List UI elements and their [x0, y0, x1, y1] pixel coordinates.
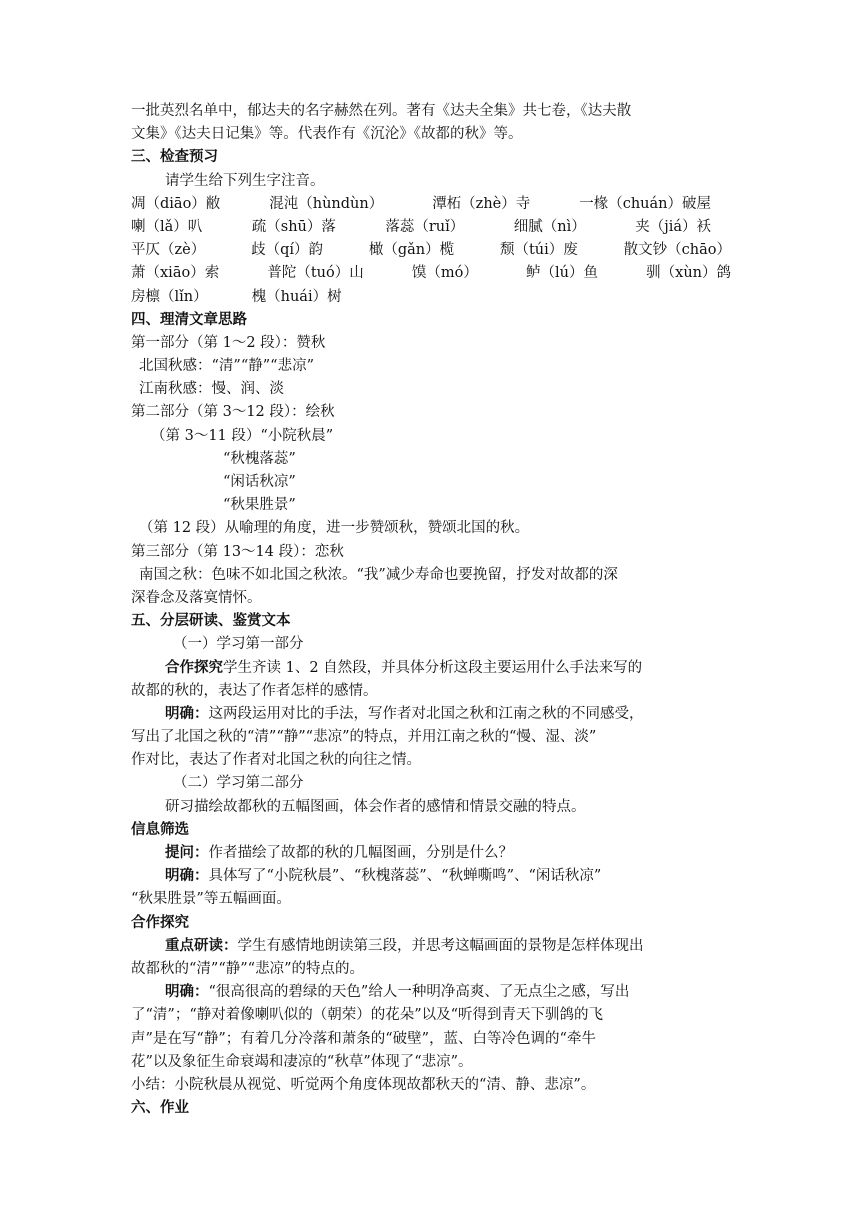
- ask-label: 提问：: [165, 845, 209, 861]
- clarify-1a: [131, 703, 731, 726]
- clarify-label: 明确：: [165, 705, 209, 722]
- focus-line-1: [131, 935, 731, 958]
- pinyin-item: 潭柘（zhè）寺: [432, 195, 531, 212]
- pinyin-item: 橄（gǎn）榄: [368, 242, 455, 259]
- clarify-text: 这两段运用对比的手法，写作者对北国之秋和江南之秋的不同感受，: [208, 705, 644, 722]
- clarify-3b: 了“清”；“静对着像喇叭似的（朝荣）的花朵”以及“听得到青天下驯鸽的飞: [131, 1007, 604, 1024]
- clarify-3a: [131, 981, 731, 1004]
- pinyin-row-3: [131, 239, 731, 262]
- pinyin-item: 槐（huái）树: [251, 288, 342, 305]
- subheading-2: （二）学习第二部分: [173, 775, 304, 792]
- pinyin-row-5: [131, 286, 731, 309]
- clarify-1b: 写出了北国之秋的“清”“静”“悲凉”的特点，并用江南之秋的“慢、湿、淡”: [131, 729, 597, 746]
- pinyin-item: 鲈（lú）鱼: [526, 265, 598, 282]
- pinyin-row-2: [131, 216, 731, 239]
- intro-line-1: 一批英烈名单中，郁达夫的名字赫然在列。著有《达夫全集》共七卷，《达夫散: [131, 103, 632, 119]
- coop-text: 学生齐读 1、2 自然段，并具体分析这段主要运用什么手法来写的: [223, 659, 643, 676]
- clarify-text: 具体写了“小院秋晨”、“秋槐落蕊”、“秋蝉嘶鸣”、“闲话秋凉”: [208, 868, 602, 885]
- summary-line: 小结：小院秋晨从视觉、听觉两个角度体现故都秋天的“清、静、悲凉”。: [131, 1076, 596, 1093]
- intro-line-2: 文集》《达夫日记集》等。代表作有《沉沦》《故都的秋》等。: [131, 126, 523, 143]
- pinyin-item: 混沌（hùndùn）: [269, 195, 384, 212]
- clarify-2a: [131, 865, 731, 888]
- section-heading-5: 五、分层研读、鉴赏文本: [131, 613, 291, 630]
- coop-heading: 合作探究: [131, 914, 189, 931]
- clarify-label: 明确：: [165, 868, 209, 885]
- ask-line: [131, 842, 731, 865]
- ask-text: 作者描绘了故都的秋的几幅图画，分别是什么？: [208, 845, 513, 861]
- pinyin-row-1: [131, 193, 731, 216]
- pinyin-item: 歧（qí）韵: [251, 242, 323, 259]
- section-heading-3: 三、检查预习: [131, 149, 218, 166]
- coop-line-2: 故都的秋的，表达了作者怎样的感情。: [131, 682, 378, 699]
- focus-label: 重点研读：: [165, 937, 238, 954]
- outline-p2e: （第 12 段）从喻理的角度，进一步赞颂秋，赞颂北国的秋。: [139, 520, 530, 537]
- pinyin-item: 一椽（chuán）破屋: [579, 195, 711, 212]
- pinyin-item: 细腻（nì）: [513, 218, 586, 235]
- outline-south: 江南秋感：慢、润、淡: [139, 381, 284, 398]
- instruction: 请学生给下列生字注音。: [165, 172, 325, 189]
- pinyin-item: 平仄（zè）: [131, 242, 206, 259]
- pinyin-item: 凋（diāo）敝: [131, 195, 221, 212]
- clarify-3d: 花”以及象征生命衰竭和凄凉的“秋草”体现了“悲凉”。: [131, 1053, 473, 1070]
- outline-north: 北国秋感：“清”“静”“悲凉”: [139, 358, 314, 375]
- focus-text: 学生有感情地朗读第三段，并思考这幅画面的景物是怎样体现出: [237, 937, 644, 954]
- outline-part2: 第二部分（第 3～12 段）：绘秋: [131, 404, 335, 421]
- pinyin-item: 落蕊（ruǐ）: [385, 218, 465, 235]
- clarify-text: “很高很高的碧绿的天色”给人一种明净高爽、了无点尘之感，写出: [208, 984, 630, 1001]
- pinyin-item: 普陀（tuó）山: [267, 265, 364, 282]
- pinyin-item: 馍（mó）: [411, 265, 478, 282]
- pinyin-item: 萧（xiāo）索: [131, 265, 220, 282]
- pinyin-item: 颓（túi）废: [499, 242, 578, 259]
- info-heading: 信息筛选: [131, 821, 189, 838]
- outline-p2c: “闲话秋凉”: [223, 474, 296, 490]
- study-line: 研习描绘故都秋的五幅图画，体会作者的感情和情景交融的特点。: [165, 798, 586, 815]
- section-heading-6: 六、作业: [131, 1100, 189, 1117]
- clarify-3c: 声”是在写“静”；有着几分冷落和萧条的“破壁”，蓝、白等冷色调的“牵牛: [131, 1030, 596, 1047]
- section-heading-4: 四、理清文章思路: [131, 311, 247, 328]
- outline-p3b: 深眷念及落寞情怀。: [131, 589, 262, 606]
- clarify-label: 明确：: [165, 984, 209, 1001]
- outline-p3a: 南国之秋：色味不如北国之秋浓。“我”减少寿命也要挽留，抒发对故都的深: [139, 566, 618, 583]
- pinyin-item: 夹（jiá）袄: [635, 218, 711, 235]
- focus-line-2: 故都秋的“清”“静”“悲凉”的特点的。: [131, 960, 364, 977]
- pinyin-item: 疏（shū）落: [251, 218, 336, 235]
- clarify-2b: “秋果胜景”等五幅画面。: [131, 891, 291, 908]
- outline-p2b: “秋槐落蕊”: [223, 450, 296, 467]
- outline-p2a: （第 3～11 段）“小院秋晨”: [151, 427, 334, 444]
- pinyin-item: 驯（xùn）鸽: [646, 265, 731, 282]
- pinyin-item: 喇（lǎ）叭: [131, 218, 203, 235]
- outline-part3: 第三部分（第 13～14 段）：恋秋: [131, 543, 344, 560]
- document-page: [131, 100, 731, 1120]
- coop-label: 合作探究: [165, 659, 223, 676]
- subheading-1: （一）学习第一部分: [173, 636, 304, 653]
- outline-part1: 第一部分（第 1～2 段）：赞秋: [131, 334, 326, 351]
- pinyin-row-4: [131, 262, 731, 285]
- pinyin-item: 散文钞（chāo）: [623, 242, 731, 259]
- coop-line-1: [131, 657, 731, 680]
- clarify-1c: 作对比，表达了作者对北国之秋的向往之情。: [131, 752, 421, 769]
- outline-p2d: “秋果胜景”: [223, 497, 296, 514]
- pinyin-item: 房檩（lǐn）: [131, 288, 208, 305]
